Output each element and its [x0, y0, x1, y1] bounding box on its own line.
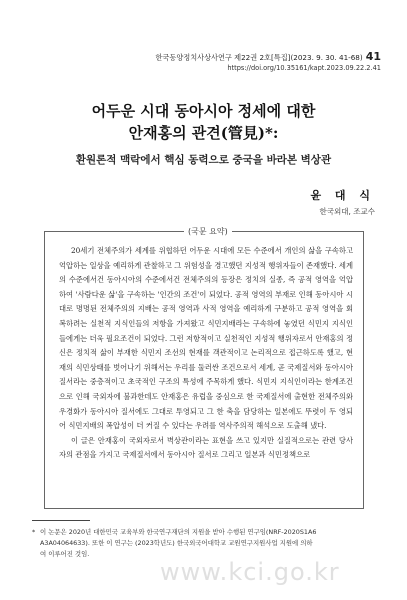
author-affiliation: 한국외대, 조교수 — [319, 207, 375, 216]
footnote-line-1 — [32, 527, 379, 538]
footnote — [32, 527, 379, 560]
abstract-paragraph-1: 20세기 전체주의가 세계를 위협하던 어두운 시대에 모든 수준에서 개인의 삶을 구속하고 억압하는 일상을 예리하게 관찰하고 그 위험성을 경고했던 지성적 행위자들이 존재했다. 세계의 수준에서건 동아시아의 수준에서건 전체주의의 등장은 정치의 실종, 즉 공적 영역을 억압하여 '사람다운 삶'을 구속하는 '인간의 조건'이 되었다. 공적 영역의 부재로 인해 동아시아 시대로 명명된 전체주의의 지배는 공적 영역과 사적 영역을 예리하게 구분하고 공적 영역을 회복하려는 실천적 지식인들의 저항을 가져왔고 식민지배라는 구속하에 놓였던 식민지 지식인들에게는 더욱 필요조건이 되었다. 그런 저항적이고 실천적인 지성적 행위자로서 안재홍의 정신은 정치적 삶이 부재한 식민지 조선의 현재를 객관적이고 논리적으로 접근하도록 했고, 현재의 식민상태를 벗어나기 위해서는 우리를 둘러싼 조건으로서 세계, 곧 국제질서와 동아시아 질서라는 중층적이고 초국적인 구조의 특성에 주목하게 했다. 식민지 지식인이라는 한계조건으로 인해 국외자에 불과한데도 안재홍은 유럽을 중심으로 한 국제질서에 출현한 전체주의와 우경화가 동아시아 질서에도 그대로 투영되고 그 한 축을 담당하는 일본에도 뚜렷이 두 영되어 식민지배의 폭압성이 더 커질 수 있다는 우려를 역사주의적 해석으로 도출해 냈다. — [59, 246, 353, 431]
title-line-2: 안재홍의 관견(管見)*: — [128, 124, 279, 142]
footnote-divider — [32, 520, 90, 521]
abstract-body — [59, 244, 353, 463]
footnote-text-1: 이 논문은 2020년 대한민국 교육부와 한국연구재단의 지원을 받아 수행된 연구임(NRF-2020S1A6 — [40, 528, 317, 536]
footnote-line-3: 여 이루어진 것임. — [40, 550, 90, 558]
author-name: 윤 대 식 — [310, 189, 375, 202]
abstract-label: (국문 요약) — [184, 226, 232, 237]
page-number: 41 — [365, 50, 381, 63]
watermark: www.kci.go.kr — [160, 558, 340, 586]
journal-info: 한국동양정치사상사연구 제22권 2호[특집](2023. 9. 30. 41-68) — [155, 53, 363, 62]
journal-citation — [155, 50, 381, 63]
doi-link[interactable]: https://doi.org/10.35161/kapt.2023.09.22.2.41 — [227, 64, 381, 72]
abstract-box — [44, 227, 364, 509]
abstract-paragraph-2: 이 글은 안재홍이 국외자로서 벽상관이라는 표현을 쓰고 있지만 실질적으로는 관련 당사자의 관점을 가지고 국제질서에서 동아시아 질서로 그리고 일본과 식민정책으로 — [59, 435, 353, 460]
footnote-marker: * — [32, 528, 36, 536]
footnote-line-2: A3A04064633). 또한 이 연구는 (2023학년도) 한국외국어대학교 교원연구지원사업 지원에 의하 — [40, 539, 313, 547]
subtitle: 환원론적 맥락에서 핵심 동력으로 중국을 바라본 벽상관 — [75, 154, 332, 166]
title-line-1: 어두운 시대 동아시아 정세에 대한 — [91, 102, 316, 120]
